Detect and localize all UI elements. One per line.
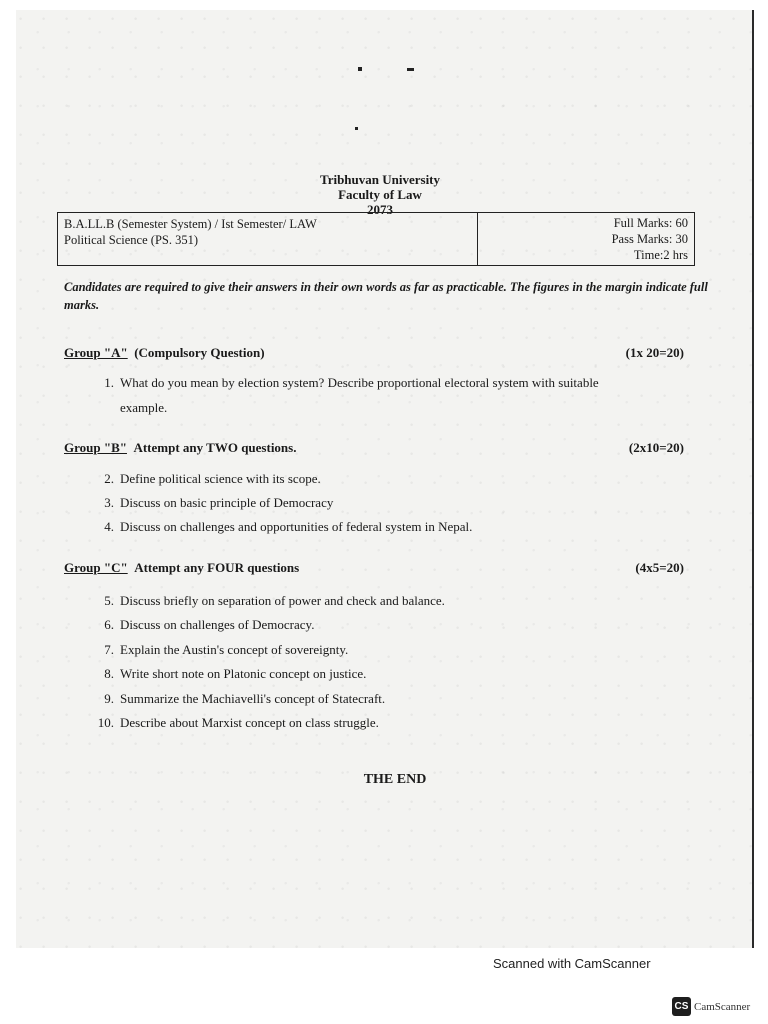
course-info bbox=[58, 213, 478, 265]
group-instruction: Attempt any TWO questions. bbox=[133, 440, 297, 455]
question-item bbox=[86, 638, 712, 662]
question-item bbox=[86, 711, 712, 735]
time-allowed: Time:2 hrs bbox=[633, 248, 688, 262]
question-text: Write short note on Platonic concept on justice. bbox=[120, 666, 367, 681]
group-name: Group "A" bbox=[64, 345, 128, 360]
exam-year: 2073 bbox=[367, 202, 393, 217]
subject-label: Political Science (PS. 351) bbox=[64, 233, 199, 247]
question-item bbox=[86, 371, 712, 395]
group-c-heading bbox=[64, 560, 684, 576]
question-item bbox=[86, 589, 712, 613]
camscanner-icon: CS bbox=[672, 997, 691, 1016]
question-text: Discuss briefly on separation of power and check and balance. bbox=[120, 593, 445, 608]
question-text: Discuss on challenges and opportunities of federal system in Nepal. bbox=[120, 519, 473, 534]
question-number: 5. bbox=[104, 593, 114, 608]
question-item bbox=[86, 687, 712, 711]
group-instruction: (Compulsory Question) bbox=[134, 345, 265, 360]
speck bbox=[355, 127, 358, 130]
question-text: Summarize the Machiavelli's concept of Statecraft. bbox=[120, 691, 386, 706]
camscanner-logo bbox=[672, 997, 750, 1016]
question-text: Define political science with its scope. bbox=[120, 471, 321, 486]
question-item bbox=[86, 467, 712, 491]
question-text: Discuss on challenges of Democracy. bbox=[120, 617, 315, 632]
question-text: Discuss on basic principle of Democracy bbox=[120, 495, 334, 510]
question-item bbox=[86, 613, 712, 637]
program-label: B.A.LL.B (Semester System) / Ist Semester/ LAW bbox=[64, 217, 317, 231]
university-name: Tribhuvan University bbox=[319, 172, 441, 187]
question-number: 3. bbox=[104, 495, 114, 510]
question-number: 8. bbox=[104, 666, 114, 681]
question-number: 4. bbox=[104, 519, 114, 534]
question-number: 7. bbox=[104, 642, 114, 657]
exam-instructions: Candidates are required to give their answers in their own words as far as practicable. The figures in the margin indicate full marks. bbox=[64, 280, 708, 312]
question-item bbox=[86, 491, 712, 515]
question-number: 2. bbox=[104, 471, 114, 486]
question-text: Explain the Austin's concept of sovereignty. bbox=[120, 642, 349, 657]
page-edge-shadow bbox=[752, 10, 754, 948]
group-name: Group "C" bbox=[64, 560, 128, 575]
question-number: 10. bbox=[97, 715, 114, 730]
camscanner-brand: CamScanner bbox=[694, 1000, 751, 1013]
question-number: 9. bbox=[104, 691, 114, 706]
marks-info bbox=[478, 213, 694, 265]
pass-marks: Pass Marks: 30 bbox=[611, 232, 688, 246]
group-name: Group "B" bbox=[64, 440, 127, 455]
group-marks: (2x10=20) bbox=[628, 440, 684, 455]
full-marks: Full Marks: 60 bbox=[613, 216, 688, 230]
question-number: 1. bbox=[104, 375, 114, 390]
exam-header bbox=[0, 172, 760, 217]
group-instruction: Attempt any FOUR questions bbox=[134, 560, 300, 575]
scanned-with-caption: Scanned with CamScanner bbox=[493, 956, 651, 971]
speck bbox=[358, 67, 362, 71]
group-a-heading bbox=[64, 345, 684, 361]
question-item bbox=[86, 515, 712, 539]
question-text: What do you mean by election system? Describe proportional electoral system with suitable bbox=[120, 375, 599, 390]
group-marks: (4x5=20) bbox=[635, 560, 684, 575]
exam-info-box bbox=[57, 212, 695, 266]
group-b-heading bbox=[64, 440, 684, 456]
question-item bbox=[86, 662, 712, 686]
speck bbox=[407, 68, 414, 71]
question-continuation: example. bbox=[120, 400, 168, 415]
question-number: 6. bbox=[104, 617, 114, 632]
question-text: Describe about Marxist concept on class struggle. bbox=[120, 715, 379, 730]
group-marks: (1x 20=20) bbox=[625, 345, 684, 360]
the-end-label: THE END bbox=[363, 772, 427, 787]
faculty-name: Faculty of Law bbox=[338, 187, 422, 202]
